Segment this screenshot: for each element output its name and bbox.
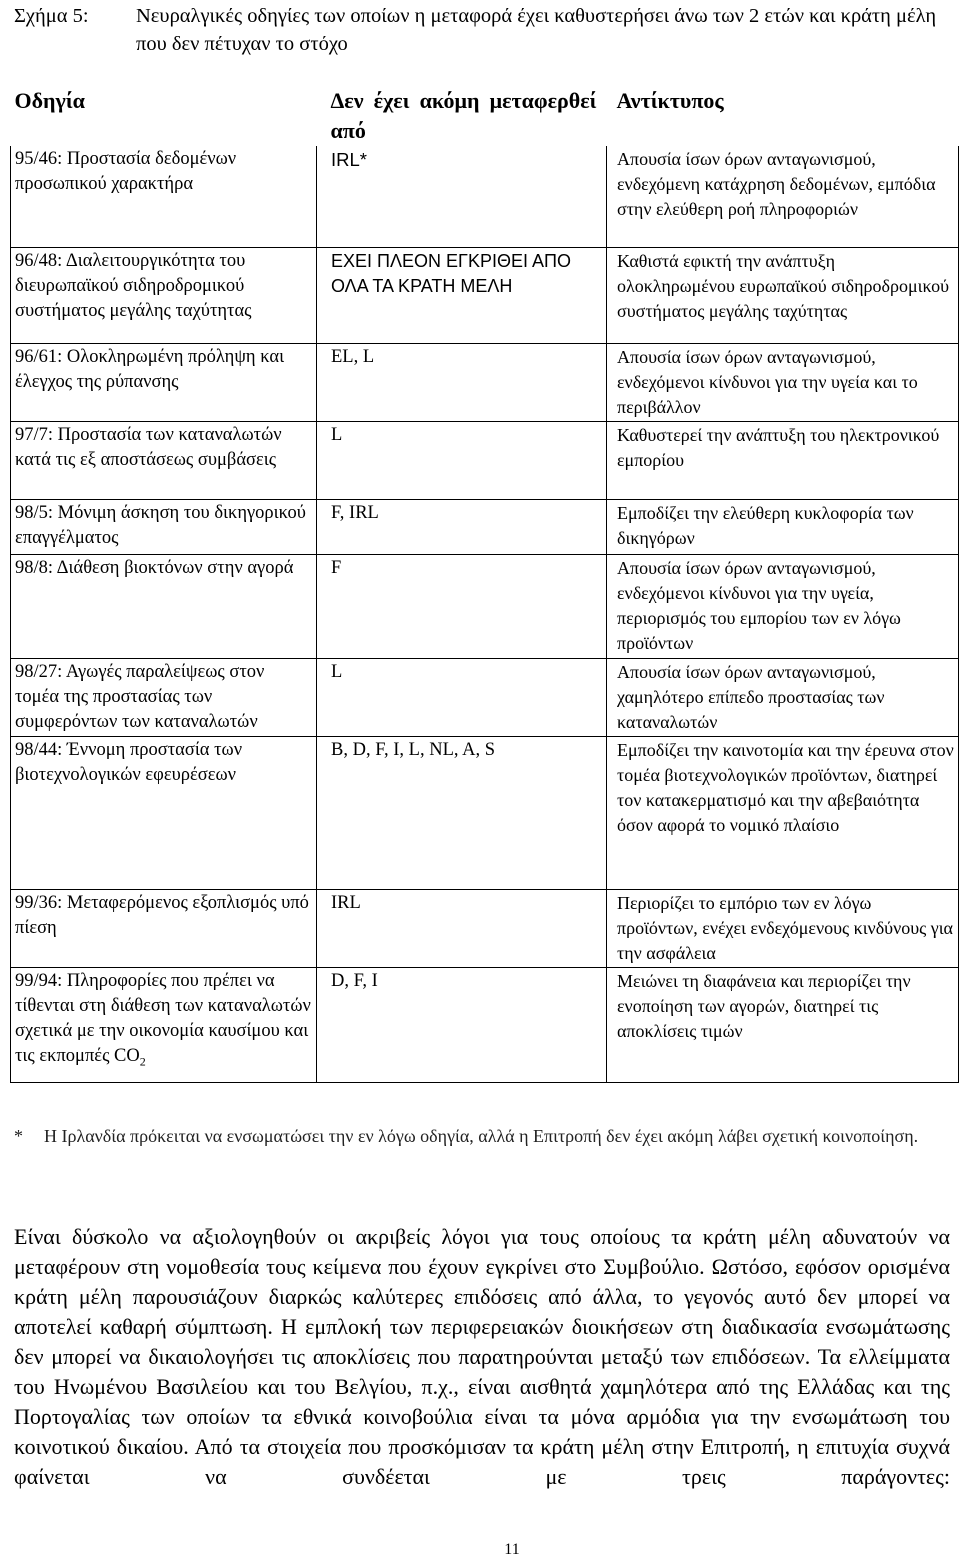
member-states-cell: D, F, I xyxy=(317,967,607,1082)
directives-table xyxy=(10,84,959,1083)
member-states-cell: F, IRL xyxy=(317,499,607,554)
member-states-cell: B, D, F, I, L, NL, A, S xyxy=(317,736,607,889)
member-states-cell: IRL* xyxy=(317,146,607,247)
directive-cell xyxy=(11,343,317,421)
directive-text: 99/36: Μεταφερόμενος εξοπλισμός υπό πίεση xyxy=(15,892,309,938)
table-row xyxy=(11,889,959,967)
directive-cell xyxy=(11,554,317,658)
directive-cell xyxy=(11,421,317,499)
footnote-text: Η Ιρλανδία πρόκειται να ενσωματώσει την εν λόγω οδηγία, αλλά η Επιτροπή δεν έχει ακόμη λάβει σχετική κοινοποίηση. xyxy=(44,1126,919,1146)
member-states-cell: EL, L xyxy=(317,343,607,421)
table-row xyxy=(11,499,959,554)
figure-label: Σχήμα 5: xyxy=(14,5,89,27)
member-states-cell: F xyxy=(317,554,607,658)
directive-text: 98/27: Αγωγές παραλείψεως στον τομέα της προστασίας των συμφερόντων των καταναλωτών xyxy=(15,661,265,732)
impact-cell: Εμποδίζει την καινοτομία και την έρευνα στον τομέα βιοτεχνολογικών προϊόντων, διατηρεί τον κατακερματισμό και την αβεβαιότητα όσον αφορά το νομικό πλαίσιο xyxy=(607,736,959,889)
table-row xyxy=(11,421,959,499)
impact-cell: Απουσία ίσων όρων ανταγωνισμού, ενδεχόμενοι κίνδυνοι για την υγεία και το περιβάλλον xyxy=(607,343,959,421)
member-states-cell: L xyxy=(317,658,607,736)
impact-cell: Απουσία ίσων όρων ανταγωνισμού, χαμηλότερο επίπεδο προστασίας των καταναλωτών xyxy=(607,658,959,736)
directive-cell xyxy=(11,736,317,889)
page-number: 11 xyxy=(504,1541,520,1558)
member-states-cell: L xyxy=(317,421,607,499)
table-row xyxy=(11,247,959,343)
header-directive: Οδηγία xyxy=(14,88,85,113)
impact-cell: Καθιστά εφικτή την ανάπτυξη ολοκληρωμένου ευρωπαϊκού σιδηροδρομικού συστήματος μεγάλης ταχύτητας xyxy=(607,247,959,343)
directive-text: 98/44: Έννομη προστασία των βιοτεχνολογικών εφευρέσεων xyxy=(15,739,243,785)
table-row xyxy=(11,554,959,658)
impact-cell: Καθυστερεί την ανάπτυξη του ηλεκτρονικού εμπορίου xyxy=(607,421,959,499)
directive-text: 98/8: Διάθεση βιοκτόνων στην αγορά xyxy=(15,557,294,578)
impact-cell: Μειώνει τη διαφάνεια και περιορίζει την ενοποίηση των αγορών, διατηρεί τις αποκλίσεις τιμών xyxy=(607,967,959,1082)
table-row xyxy=(11,146,959,247)
directive-cell xyxy=(11,499,317,554)
table-row xyxy=(11,967,959,1082)
body-paragraph: Είναι δύσκολο να αξιολογηθούν οι ακριβείς λόγοι για τους οποίους τα κράτη μέλη αδυνατούν να μεταφέρουν στη νομοθεσία τους κείμενα που έχουν εγκρίνει στο Συμβούλιο. Ωστόσο, εφόσον ορισμένα κράτη μέλη παρουσιάζουν διαρκώς καλύτερες επιδόσεις από άλλα, το γεγονός αυτό δεν μπορεί να αποτελεί καθαρή σύμπτωση. Η εμπλοκή των περιφερειακών διοικήσεων στη διαδικασία ενσωμάτωσης δεν μπορεί να δικαιολογήσει τις αποκλίσεις που παρατηρούνται μεταξύ των επιδόσεων. Τα ελλείμματα του Ηνωμένου Βασιλείου και του Βελγίου, π.χ., είναι αισθητά χαμηλότερα από της Ελλάδας και της Πορτογαλίας των οποίων τα εθνικά κοινοβούλια είναι τα μόνα αρμόδια για την ενσωμάτωση του κοινοτικού δικαίου. Από τα στοιχεία που προσκόμισαν τα κράτη μέλη στην Επιτροπή, η επιτυχία συχνά φαίνεται να συνδέεται με τρεις παράγοντες: xyxy=(14,1224,950,1489)
impact-cell: Εμποδίζει την ελεύθερη κυκλοφορία των δικηγόρων xyxy=(607,499,959,554)
table-row xyxy=(11,658,959,736)
directive-cell xyxy=(11,247,317,343)
table-row xyxy=(11,343,959,421)
directive-cell xyxy=(11,658,317,736)
directive-text: 95/46: Προστασία δεδομένων προσωπικού χαρακτήρα xyxy=(15,149,237,194)
figure-title: Νευραλγικές οδηγίες των οποίων η μεταφορά έχει καθυστερήσει άνω των 2 ετών και κράτη μέλη που δεν πέτυχαν το στόχο xyxy=(136,5,937,55)
header-impact: Αντίκτυπος xyxy=(616,88,724,113)
impact-cell: Απουσία ίσων όρων ανταγωνισμού, ενδεχόμενη κατάχρηση δεδομένων, εμπόδια στην ελεύθερη ροή πληροφοριών xyxy=(607,146,959,247)
directive-cell xyxy=(11,889,317,967)
directive-subscript: 2 xyxy=(139,1054,146,1069)
directive-text: 96/61: Ολοκληρωμένη πρόληψη και έλεγχος της ρύπανσης xyxy=(15,346,285,392)
footnote-marker: * xyxy=(14,1126,23,1146)
impact-cell: Απουσία ίσων όρων ανταγωνισμού, ενδεχόμενοι κίνδυνοι για την υγεία, περιορισμός του εμπορίου των εν λόγω προϊόντων xyxy=(607,554,959,658)
directive-cell xyxy=(11,146,317,247)
table-header-row xyxy=(11,84,959,146)
impact-cell: Περιορίζει το εμπόριο των εν λόγω προϊόντων, ενέχει ενδεχόμενους κινδύνους για την ασφάλεια xyxy=(607,889,959,967)
header-not-transposed: Δεν έχει ακόμη μεταφερθεί από xyxy=(330,88,597,143)
directive-text: 96/48: Διαλειτουργικότητα του διευρωπαϊκού σιδηροδρομικού συστήματος μεγάλης ταχύτητας xyxy=(15,250,252,321)
directive-cell xyxy=(11,967,317,1082)
table-row xyxy=(11,736,959,889)
member-states-cell: ΕΧΕΙ ΠΛΕΟΝ ΕΓΚΡΙΘΕΙ ΑΠΟ ΟΛΑ ΤΑ ΚΡΑΤΗ ΜΕΛΗ xyxy=(317,247,607,343)
directive-text: 98/5: Μόνιμη άσκηση του δικηγορικού επαγγέλματος xyxy=(15,502,306,548)
directive-text: 99/94: Πληροφορίες που πρέπει να τίθενται στη διάθεση των καταναλωτών σχετικά με την οικονομία καυσίμου και τις εκπομπές CO xyxy=(15,970,311,1066)
member-states-cell: IRL xyxy=(317,889,607,967)
directive-text: 97/7: Προστασία των καταναλωτών κατά τις εξ αποστάσεως συμβάσεις xyxy=(15,424,282,470)
